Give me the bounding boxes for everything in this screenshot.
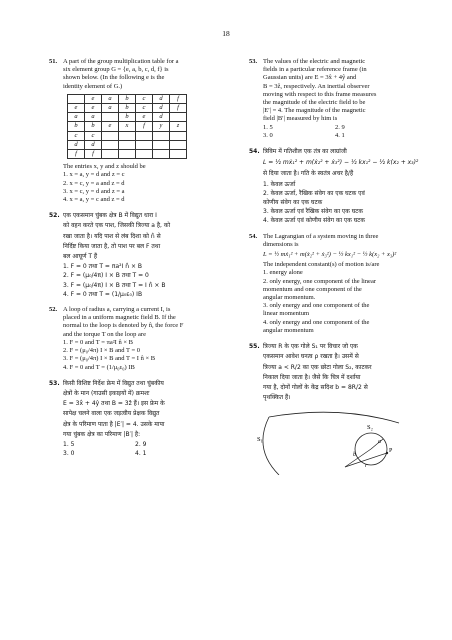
answer-option: linear momentum <box>263 310 310 318</box>
question-text-line: एक एकसमान चुंबक क्षेत्र B में विद्युत धारा I <box>63 212 157 220</box>
question-text-line: The values of the electric and magnetic <box>263 58 366 65</box>
table-row <box>68 150 187 159</box>
table-cell: b <box>119 113 136 122</box>
question-text-line: एकसमान आवेश घनत्व ρ रखता है। उसमें से <box>263 353 359 361</box>
table-cell: z <box>170 122 187 131</box>
answer-option: momentum and one component of the <box>263 285 362 293</box>
question-text-line: E = 3x̂ + 4ŷ तथा B = 3ẑ हैं। इस फ्रेम के <box>63 400 165 408</box>
table-cell: f <box>170 94 187 103</box>
question-text-line: field |B′| measured by him is <box>263 115 338 123</box>
answer-option: 4. 1 <box>335 131 345 139</box>
table-cell: d <box>153 113 170 122</box>
question-text-line: shown below. (In the following e is the <box>63 74 165 82</box>
answer-option: 1. energy alone <box>263 269 303 277</box>
question-text-line: |E′| = 4. The magnitude of the magnetic <box>263 107 366 115</box>
question-53-hindi <box>49 379 225 459</box>
right-column <box>249 58 427 475</box>
question-53-english <box>249 58 427 140</box>
table-cell: a <box>102 104 119 113</box>
radius-a <box>371 439 383 449</box>
question-text-line: The Lagrangian of a system moving in three <box>263 232 379 240</box>
question-text-line: निकाल दिया जाता है। जैसे कि चित्र में दर्शाया <box>263 373 361 381</box>
question-number: 51. <box>49 58 58 65</box>
answer-option: angular momentum. <box>263 294 316 302</box>
answer-option: 4. F = 0 तथा T = (1/μ₀ε₀) IB <box>63 290 143 298</box>
answer-option: 1. केवल ऊर्जा <box>263 180 296 188</box>
table-cell: c <box>85 131 102 140</box>
table-cell: e <box>85 104 102 113</box>
question-number: 54. <box>249 232 258 240</box>
question-54-hindi <box>249 147 427 226</box>
answer-option: 2. F = (μ₀/4π) I × B तथा T = 0 <box>63 272 149 280</box>
question-text-line: Gaussian units) are E = 3x̂ + 4ŷ and <box>263 74 357 82</box>
question-text-line: the magnitude of the electric field to be <box>263 99 366 107</box>
label-a: a <box>378 439 381 446</box>
table-cell: d <box>153 94 170 103</box>
answer-option: 2. केवल ऊर्जा, रैखिक संवेग का एक घटक एवं <box>263 189 365 197</box>
question-text-line: six element group G = {e, a, b, c, d, f} is <box>63 66 169 74</box>
table-cell: f <box>136 122 153 131</box>
lagrangian-equation: L = ½ mẋ₁² + m(ẋ₂² + ẋ₃²) − ½ kx₁² − ½ k(x₂ + x₃)² <box>263 251 397 259</box>
table-cell: y <box>153 122 170 131</box>
question-text-line: dimensions is <box>263 240 299 248</box>
label-s2: S₂ <box>367 424 373 432</box>
label-r: r <box>365 463 368 470</box>
table-cell: b <box>119 104 136 113</box>
table-row <box>68 122 187 131</box>
answer-option: 4. F = 0 and T = (1/μ₀ε₀) IB <box>63 363 135 371</box>
table-cell: c <box>136 104 153 113</box>
table-cell: a <box>102 94 119 103</box>
table-row <box>68 104 187 113</box>
answer-option: 1. 5 <box>263 123 273 131</box>
table-cell <box>102 113 119 122</box>
question-text-line: क्षेत्रों के मान (गाउसी इकाइयों में) क्रमशः <box>63 389 150 397</box>
question-text-line: त्रिज्या a < R/2 का एक छोटा गोला S₂, काटकर <box>263 363 372 371</box>
question-text-line: B = 3ẑ, respectively. An inertial observer <box>263 82 370 90</box>
answer-option: 2. x = c, y = a and z = d <box>63 179 125 187</box>
answer-option: 4. x = a, y = c and z = d <box>63 196 125 204</box>
table-row <box>68 94 187 103</box>
table-cell: a <box>85 113 102 122</box>
question-text-line: fields in a particular reference frame (in <box>263 66 367 74</box>
sphere-s1-arc <box>263 417 279 475</box>
table-cell: d <box>68 140 85 149</box>
spheres-figure <box>249 409 427 475</box>
question-text-line: बल आघूर्ण T हैं <box>63 253 98 261</box>
table-row <box>68 140 187 149</box>
question-text-line: रखा जाता है। यदि पाश से लंब दिशा को n̂ से <box>63 232 161 240</box>
question-text-line: गया है, दोनों गोलों के केंद्र सदिश b = 8R/2 से <box>263 383 368 391</box>
table-cell <box>170 113 187 122</box>
question-number: 52. <box>49 306 58 314</box>
sphere-s1-arc <box>269 413 399 424</box>
question-text-line: क्षेत्र के परिमाण पाता है |E′| = 4. उसके मापा <box>63 420 165 428</box>
table-cell: d <box>153 104 170 113</box>
table-row <box>68 113 187 122</box>
question-52-english <box>49 306 225 372</box>
left-column <box>49 58 225 465</box>
table-row <box>68 131 187 140</box>
label-b: b <box>353 452 356 459</box>
question-text-line: normal to the loop is denoted by n̂, the force F <box>63 322 184 330</box>
question-text-line: पृथक्कित हैं। <box>263 394 291 402</box>
question-text-line: and the torque T on the loop are <box>63 330 146 338</box>
answer-options <box>63 440 225 458</box>
question-number: 53. <box>49 379 60 387</box>
table-cell: e <box>136 113 153 122</box>
answer-option: 2. 9 <box>135 440 147 448</box>
question-52-hindi <box>49 211 225 299</box>
table-cell: e <box>85 94 102 103</box>
table-cell: c <box>136 94 153 103</box>
question-text-line: निर्दिष्ट किया जाता है, तो पाश पर बल F तथा <box>63 242 161 250</box>
answer-option: 1. F = 0 तथा T = πa²I n̂ × B <box>63 263 143 271</box>
question-number: 54. <box>249 148 260 156</box>
table-cell: x <box>119 122 136 131</box>
table-cell: f <box>68 150 85 159</box>
question-stem: The independent constant(s) of motion is/are <box>263 261 380 269</box>
question-text-line: identity element of G.) <box>63 82 123 90</box>
table-cell: f <box>85 150 102 159</box>
question-55-hindi <box>249 342 427 402</box>
answer-option: 3. only energy and one component of the <box>263 302 370 310</box>
answer-option: 3. केवल ऊर्जा एवं रैखिक संवेग का एक घटक <box>263 208 363 216</box>
question-text-line: A part of the group multiplication table for a <box>63 58 179 65</box>
question-number: 52. <box>49 212 60 220</box>
answer-option: 1. 5 <box>63 440 75 448</box>
answer-option: 4. 1 <box>135 450 147 458</box>
table-cell: b <box>68 122 85 131</box>
answer-option: 2. 9 <box>335 123 345 131</box>
question-text-line: त्रिविम में गतिशील एक तंत्र का लाग्रांजी <box>263 148 347 156</box>
question-text-line: को वहन करते एक पाश, जिसकी त्रिज्या a है, को <box>63 222 171 230</box>
group-table <box>67 94 187 159</box>
question-54-english <box>249 233 427 335</box>
answer-option: 4. केवल ऊर्जा एवं कोणीय संवेग का एक घटक <box>263 217 365 225</box>
answer-option: 3. F = (μ₀/4π) I × B and T = I n̂ × B <box>63 355 156 363</box>
question-number: 55. <box>249 343 260 351</box>
answer-option: 1. F = 0 and T = πa²I n̂ × B <box>63 338 133 346</box>
question-51 <box>49 58 225 204</box>
answer-option: 2. only energy, one component of the linear <box>263 277 376 285</box>
table-cell: d <box>85 140 102 149</box>
spheres-diagram <box>249 409 427 475</box>
table-cell: b <box>85 122 102 131</box>
table-cell: e <box>68 104 85 113</box>
answer-options <box>263 124 427 140</box>
question-number: 53. <box>249 58 258 65</box>
question-text-line: A loop of radius a, carrying a current I, is <box>63 306 171 314</box>
answer-option: 3. 0 <box>63 450 75 458</box>
lagrangian-equation: L = ½ mẋ₁² + m(ẋ₂² + ẋ₃²) − ½ kx₁² − ½ k(x₂ + x₃)² <box>263 159 419 167</box>
question-text-line: moving with respect to this frame measures <box>263 90 377 98</box>
label-p: P <box>389 448 393 455</box>
table-cell <box>68 94 85 103</box>
answer-option: 1. x = a, y = d and z = c <box>63 171 125 179</box>
question-text-line: किसी विशिष्ट निर्देश फ्रेम में विद्युत तथा चुंबकीय <box>63 379 164 387</box>
question-text-line: placed in a uniform magnetic field B. If the <box>63 314 176 322</box>
question-text-line: गया चुंबक क्षेत्र का परिमाण |B′| है: <box>63 430 141 438</box>
question-stem: से दिया जाता है। गति के स्वतंत्र अचर है/हैं <box>263 170 354 178</box>
answer-option: 3. F = (μ₀/4π) I × B तथा T = I n̂ × B <box>63 281 166 289</box>
answer-option: angular momentum <box>263 326 314 334</box>
table-cell: e <box>102 122 119 131</box>
label-s1: S₁ <box>257 436 263 444</box>
answer-option: 3. 0 <box>263 131 273 139</box>
answer-option: 2. F = (μ₀/4π) I × B and T = 0 <box>63 347 141 355</box>
table-cell: a <box>68 113 85 122</box>
answer-option: कोणीय संवेग का एक घटक <box>263 199 323 207</box>
table-cell: b <box>119 94 136 103</box>
question-text-line: सापेक्ष चलने वाला एक जड़त्वीय प्रेक्षक विद्युत <box>63 410 160 418</box>
answer-option: 3. x = c, y = d and z = a <box>63 187 125 195</box>
table-cell: f <box>170 104 187 113</box>
table-cell: c <box>68 131 85 140</box>
page-number: 18 <box>222 29 230 38</box>
answer-option: 4. only energy and one component of the <box>263 318 370 326</box>
question-stem: The entries x, y and z should be <box>63 163 146 171</box>
question-text-line: त्रिज्या R के एक गोले S₁ पर विचार जो एक <box>263 343 358 351</box>
point-p <box>386 452 388 454</box>
